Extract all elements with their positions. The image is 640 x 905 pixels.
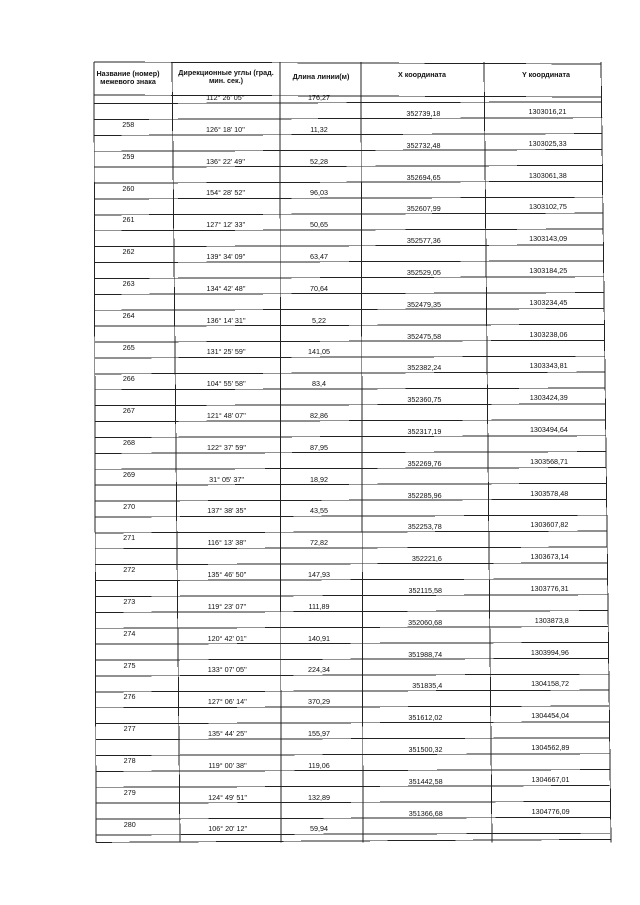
row-rule — [94, 165, 602, 167]
x-coordinate: 351500,32 — [408, 744, 443, 754]
row-rule — [95, 674, 608, 676]
direction-angle: 135° 44' 25'' — [207, 729, 247, 738]
x-coordinate: 351366,68 — [408, 808, 443, 818]
mark-number: 260 — [122, 183, 135, 193]
y-coordinate: 1303184,25 — [529, 265, 568, 275]
y-coordinate: 1304776,09 — [531, 806, 570, 816]
mark-number: 278 — [123, 755, 136, 765]
line-length: 176,27 — [308, 93, 330, 102]
x-coordinate: 351612,02 — [408, 713, 443, 723]
line-length: 87,95 — [310, 442, 328, 452]
x-coordinate: 352577,36 — [406, 236, 441, 246]
row-rule — [95, 531, 607, 533]
row-rule — [95, 436, 606, 438]
row-rule — [94, 197, 603, 199]
line-length: 72,82 — [310, 538, 328, 548]
direction-angle: 106° 20' 12'' — [208, 824, 248, 834]
x-coordinate: 352739,18 — [406, 108, 441, 118]
mark-number: 268 — [122, 437, 135, 447]
direction-angle: 119° 00' 38'' — [208, 760, 247, 770]
column-divider-2 — [280, 62, 281, 842]
direction-angle: 136° 22' 49'' — [206, 156, 246, 166]
row-rule — [96, 833, 610, 835]
x-coordinate: 352732,48 — [406, 140, 441, 150]
x-coordinate: 352221,6 — [411, 554, 442, 564]
direction-angle: 31° 05' 37'' — [209, 474, 245, 484]
row-rule — [96, 690, 609, 692]
x-coordinate: 352285,96 — [407, 490, 442, 500]
row-rule — [95, 277, 604, 279]
line-length: 52,28 — [310, 156, 328, 166]
y-coordinate: 1303776,31 — [530, 583, 569, 593]
x-coordinate: 352479,35 — [407, 299, 442, 309]
y-coordinate: 1303143,09 — [529, 234, 568, 244]
x-coordinate: 352269,76 — [407, 458, 442, 468]
line-length: 11,32 — [310, 124, 328, 134]
direction-angle: 121° 48' 07'' — [206, 411, 246, 420]
header-y-coordinate: Y координата — [522, 70, 570, 79]
x-coordinate: 352529,05 — [406, 267, 441, 277]
y-coordinate: 1303494,64 — [529, 424, 568, 434]
direction-angle: 139° 34' 09'' — [206, 252, 246, 261]
row-rule — [95, 261, 604, 263]
row-rule — [95, 229, 604, 231]
y-coordinate: 1303234,45 — [529, 297, 568, 307]
direction-angle: 116° 13' 38'' — [207, 538, 247, 548]
mark-number: 262 — [122, 247, 135, 257]
line-length: 63,47 — [310, 252, 328, 261]
mark-number: 272 — [123, 565, 136, 575]
mark-number: 274 — [123, 628, 136, 638]
x-coordinate: 352475,58 — [407, 331, 442, 341]
mark-number: 280 — [123, 819, 136, 829]
x-coordinate: 352060,68 — [408, 617, 443, 627]
mark-number: 270 — [123, 501, 136, 511]
row-rule — [95, 642, 608, 644]
row-rule — [95, 309, 605, 311]
line-length: 155,97 — [308, 729, 330, 738]
border-top — [94, 62, 601, 64]
row-rule — [96, 817, 610, 819]
border-right — [601, 62, 611, 842]
row-rule — [96, 770, 610, 772]
line-length: 82,86 — [310, 411, 328, 420]
y-coordinate: 1303578,48 — [530, 488, 569, 498]
direction-angle: 122° 37' 59'' — [207, 442, 246, 452]
row-rule — [95, 452, 606, 454]
direction-angle: 131° 25' 59'' — [206, 347, 246, 357]
y-coordinate: 1303424,39 — [529, 393, 568, 403]
direction-angle: 137° 38' 35'' — [207, 506, 247, 516]
direction-angle: 154° 28' 52'' — [206, 188, 246, 198]
row-rule — [94, 134, 602, 136]
x-coordinate: 351442,58 — [408, 776, 443, 786]
x-coordinate: 352694,65 — [406, 172, 441, 182]
y-coordinate: 1303343,81 — [529, 361, 568, 371]
row-rule — [96, 706, 609, 708]
mark-number: 279 — [123, 787, 136, 797]
row-rule — [95, 372, 605, 374]
line-length: 83,4 — [312, 379, 326, 389]
mark-number: 271 — [123, 533, 136, 543]
y-coordinate: 1303016,21 — [528, 106, 567, 116]
x-coordinate: 352360,75 — [407, 395, 442, 405]
mark-number: 277 — [123, 724, 136, 734]
line-length: 147,93 — [308, 570, 330, 579]
row-rule — [95, 468, 606, 470]
row-rule — [95, 515, 607, 517]
header-rule — [94, 95, 602, 97]
line-length: 59,94 — [310, 824, 328, 834]
mark-number: 261 — [122, 215, 135, 225]
row-rule — [96, 754, 610, 756]
direction-angle: 127° 12' 33'' — [206, 220, 246, 230]
row-rule — [96, 738, 610, 740]
border-bottom — [96, 839, 611, 842]
line-length: 119,06 — [308, 760, 330, 770]
line-length: 224,34 — [308, 665, 330, 675]
line-length: 70,64 — [310, 283, 328, 293]
row-rule — [95, 324, 605, 326]
y-coordinate: 1304454,04 — [531, 711, 570, 721]
mark-number: 276 — [123, 692, 136, 702]
row-rule — [95, 388, 605, 390]
direction-angle: 112° 26' 05'' — [206, 93, 245, 102]
direction-angle: 135° 46' 50'' — [207, 570, 247, 579]
line-length: 140,91 — [308, 633, 330, 643]
x-coordinate: 352253,78 — [407, 522, 442, 532]
x-coordinate: 352382,24 — [407, 363, 442, 373]
direction-angle: 126° 18' 10'' — [205, 124, 245, 134]
mark-number: 273 — [123, 596, 136, 606]
line-length: 18,92 — [310, 474, 328, 484]
y-coordinate: 1303673,14 — [530, 552, 569, 562]
mark-number: 275 — [123, 660, 136, 670]
row-rule — [95, 420, 606, 422]
direction-angle: 104° 55' 58'' — [206, 379, 246, 389]
line-length: 5,22 — [312, 315, 326, 325]
row-rule — [95, 483, 606, 485]
row-rule — [95, 579, 607, 581]
y-coordinate: 1303873,8 — [534, 615, 569, 625]
direction-angle: 127° 06' 14'' — [207, 697, 247, 707]
row-rule — [95, 611, 607, 613]
row-rule — [95, 293, 605, 295]
direction-angle: 124° 49' 51'' — [208, 792, 248, 802]
y-coordinate: 1303568,71 — [530, 456, 569, 466]
mark-number: 263 — [122, 278, 135, 288]
row-rule — [94, 181, 603, 183]
mark-number: 265 — [122, 342, 135, 352]
row-rule — [95, 356, 605, 358]
line-length: 111,89 — [308, 601, 330, 611]
y-coordinate: 1303061,38 — [528, 170, 567, 180]
header-name: Название (номер) межевого знака — [96, 69, 160, 86]
header-x-coordinate: X координата — [397, 70, 447, 79]
y-coordinate: 1303994,96 — [530, 647, 569, 657]
y-coordinate: 1303607,82 — [530, 520, 569, 530]
line-length: 141,05 — [308, 347, 330, 357]
line-length: 50,65 — [310, 220, 328, 230]
y-coordinate: 1304667,01 — [531, 774, 570, 784]
direction-angle: 136° 14' 31'' — [206, 315, 246, 325]
mark-number: 258 — [122, 119, 135, 129]
mark-number: 269 — [123, 469, 136, 479]
header-length: Длина линии(м) — [292, 72, 350, 81]
y-coordinate: 1304562,89 — [531, 742, 570, 752]
header-angle: Дирекционные углы (град. мин. сек.) — [178, 68, 274, 85]
y-coordinate: 1303102,75 — [528, 202, 567, 212]
x-coordinate: 352607,99 — [406, 204, 441, 214]
row-rule — [95, 658, 608, 660]
x-coordinate: 351835,4 — [412, 681, 443, 691]
direction-angle: 133° 07' 05'' — [207, 665, 247, 675]
line-length: 132,89 — [308, 792, 330, 802]
column-divider-1 — [172, 62, 180, 842]
row-rule — [94, 150, 602, 152]
x-coordinate: 352317,19 — [407, 426, 442, 436]
mark-number: 259 — [122, 151, 135, 161]
mark-number: 267 — [122, 406, 135, 416]
mark-number: 266 — [122, 374, 135, 384]
y-coordinate: 1303238,06 — [529, 329, 568, 339]
mark-number: 264 — [122, 310, 135, 320]
row-rule — [95, 245, 604, 247]
direction-angle: 134° 42' 48'' — [206, 283, 246, 293]
row-rule — [95, 499, 606, 501]
row-rule — [95, 595, 607, 597]
border-left — [94, 62, 96, 842]
direction-angle: 119° 23' 07'' — [207, 601, 247, 611]
y-coordinate: 1304158,72 — [531, 679, 570, 689]
y-coordinate: 1303025,33 — [528, 138, 567, 148]
row-rule — [94, 102, 602, 104]
row-rule — [96, 786, 610, 788]
line-length: 370,29 — [308, 697, 330, 707]
row-rule — [95, 627, 608, 629]
line-length: 96,03 — [310, 188, 328, 198]
row-rule — [95, 404, 606, 406]
row-rule — [95, 547, 607, 549]
line-length: 43,55 — [310, 506, 328, 516]
row-rule — [95, 563, 607, 565]
row-rule — [96, 801, 610, 803]
row-rule — [95, 340, 605, 342]
row-rule — [94, 213, 603, 215]
x-coordinate: 352115,58 — [408, 585, 442, 595]
row-rule — [94, 118, 602, 120]
x-coordinate: 351988,74 — [408, 649, 443, 659]
row-rule — [96, 722, 609, 724]
direction-angle: 120° 42' 01'' — [207, 633, 247, 643]
